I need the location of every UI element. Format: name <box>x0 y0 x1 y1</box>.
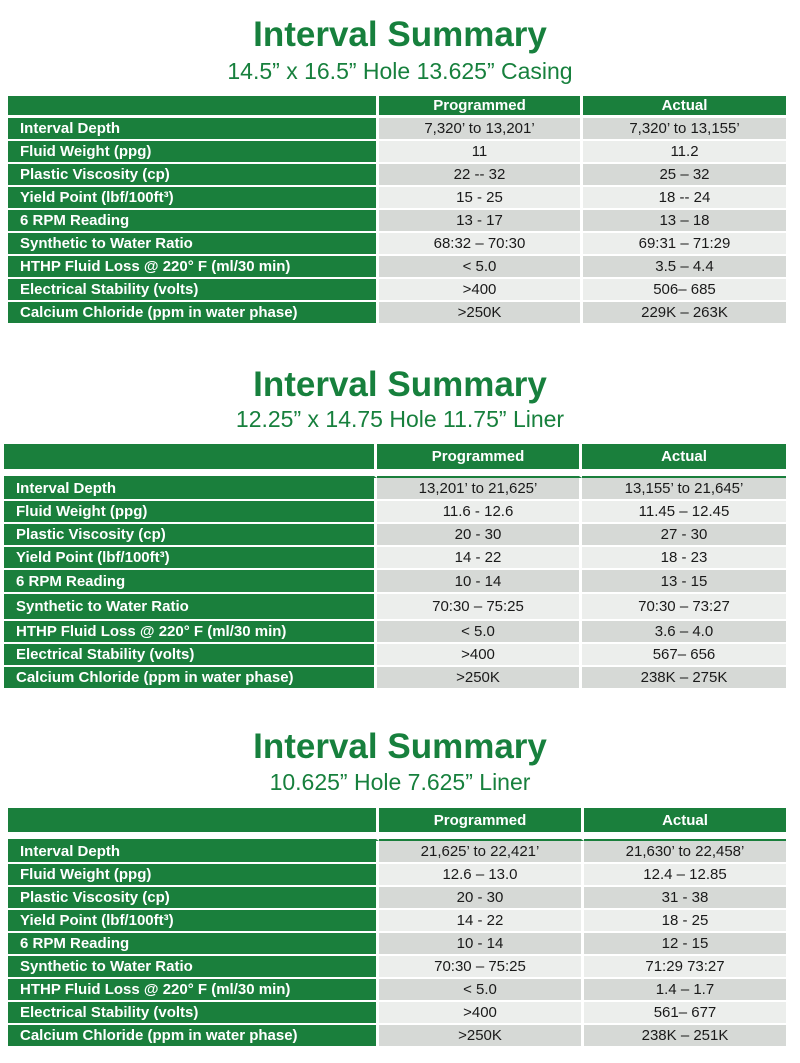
table-row <box>4 594 786 621</box>
programmed-value: 14 - 22 <box>377 547 582 570</box>
row-label: Synthetic to Water Ratio <box>8 233 379 256</box>
programmed-value: 70:30 – 75:25 <box>377 594 582 621</box>
actual-value: 70:30 – 73:27 <box>582 594 786 621</box>
row-label: Electrical Stability (volts) <box>8 279 379 302</box>
actual-value: 31 - 38 <box>584 887 786 910</box>
row-label: 6 RPM Reading <box>4 570 377 594</box>
section-subtitle: 12.25” x 14.75 Hole 11.75” Liner <box>235 406 565 432</box>
row-label: Yield Point (lbf/100ft³) <box>4 547 377 570</box>
row-label: Yield Point (lbf/100ft³) <box>8 187 379 210</box>
table-row <box>8 302 786 325</box>
actual-value: 229K – 263K <box>583 302 786 325</box>
actual-value: 3.5 – 4.4 <box>583 256 786 279</box>
header-programmed: Programmed <box>377 444 582 472</box>
row-label: Plastic Viscosity (cp) <box>8 887 379 910</box>
programmed-value: 13,201’ to 21,625’ <box>377 478 582 501</box>
programmed-value: >400 <box>379 1002 584 1025</box>
table-row <box>8 141 786 164</box>
section-title: Interval Summary <box>253 15 547 54</box>
row-label: Fluid Weight (ppg) <box>8 864 379 887</box>
row-label: Fluid Weight (ppg) <box>4 501 377 524</box>
programmed-value: 68:32 – 70:30 <box>379 233 583 256</box>
actual-value: 11.2 <box>583 141 786 164</box>
table-row <box>4 478 786 501</box>
table-row <box>8 1025 786 1048</box>
table-row <box>8 841 786 864</box>
header-blank <box>8 808 379 835</box>
header-programmed: Programmed <box>379 808 584 835</box>
programmed-value: 20 - 30 <box>379 887 584 910</box>
actual-value: 12 - 15 <box>584 933 786 956</box>
row-label: Yield Point (lbf/100ft³) <box>8 910 379 933</box>
actual-value: 1.4 – 1.7 <box>584 979 786 1002</box>
programmed-value: 11.6 - 12.6 <box>377 501 582 524</box>
actual-value: 3.6 – 4.0 <box>582 621 786 644</box>
header-blank <box>4 444 377 472</box>
programmed-value: >250K <box>379 1025 584 1048</box>
table-row <box>8 164 786 187</box>
actual-value: 71:29 73:27 <box>584 956 786 979</box>
programmed-value: >400 <box>379 279 583 302</box>
table-row <box>4 570 786 594</box>
actual-value: 13,155’ to 21,645’ <box>582 478 786 501</box>
programmed-value: < 5.0 <box>377 621 582 644</box>
programmed-value: 10 - 14 <box>379 933 584 956</box>
summary-table <box>8 808 786 1048</box>
row-label: Interval Depth <box>4 478 377 501</box>
actual-value: 238K – 251K <box>584 1025 786 1048</box>
summary-table <box>4 444 786 690</box>
row-label: HTHP Fluid Loss @ 220° F (ml/30 min) <box>8 979 379 1002</box>
table-row <box>8 210 786 233</box>
table-row <box>4 501 786 524</box>
table-row <box>8 933 786 956</box>
programmed-value: 14 - 22 <box>379 910 584 933</box>
programmed-value: >250K <box>379 302 583 325</box>
table-row <box>8 956 786 979</box>
table-row <box>4 644 786 667</box>
section-subtitle: 10.625” Hole 7.625” Liner <box>269 769 531 795</box>
header-programmed: Programmed <box>379 96 583 118</box>
table-row <box>4 621 786 644</box>
table-row <box>8 279 786 302</box>
actual-value: 18 -- 24 <box>583 187 786 210</box>
header-blank <box>8 96 379 118</box>
actual-value: 11.45 – 12.45 <box>582 501 786 524</box>
row-label: Interval Depth <box>8 841 379 864</box>
row-label: HTHP Fluid Loss @ 220° F (ml/30 min) <box>8 256 379 279</box>
row-label: Plastic Viscosity (cp) <box>8 164 379 187</box>
row-label: Fluid Weight (ppg) <box>8 141 379 164</box>
actual-value: 18 - 25 <box>584 910 786 933</box>
programmed-value: 20 - 30 <box>377 524 582 547</box>
actual-value: 69:31 – 71:29 <box>583 233 786 256</box>
actual-value: 7,320’ to 13,155’ <box>583 118 786 141</box>
actual-value: 25 – 32 <box>583 164 786 187</box>
row-label: Plastic Viscosity (cp) <box>4 524 377 547</box>
actual-value: 21,630’ to 22,458’ <box>584 841 786 864</box>
programmed-value: 12.6 – 13.0 <box>379 864 584 887</box>
row-label: Synthetic to Water Ratio <box>8 956 379 979</box>
table-row <box>8 187 786 210</box>
row-label: Electrical Stability (volts) <box>4 644 377 667</box>
row-label: HTHP Fluid Loss @ 220° F (ml/30 min) <box>4 621 377 644</box>
row-label: Interval Depth <box>8 118 379 141</box>
header-actual: Actual <box>584 808 786 835</box>
programmed-value: >400 <box>377 644 582 667</box>
table-row <box>8 979 786 1002</box>
row-label: Calcium Chloride (ppm in water phase) <box>8 1025 379 1048</box>
programmed-value: 7,320’ to 13,201’ <box>379 118 583 141</box>
actual-value: 13 - 15 <box>582 570 786 594</box>
programmed-value: 10 - 14 <box>377 570 582 594</box>
table-row <box>8 1002 786 1025</box>
row-label: Calcium Chloride (ppm in water phase) <box>4 667 377 690</box>
section-subtitle: 14.5” x 16.5” Hole 13.625” Casing <box>227 58 573 84</box>
table-row <box>8 887 786 910</box>
programmed-value: 22 -- 32 <box>379 164 583 187</box>
programmed-value: < 5.0 <box>379 256 583 279</box>
section-title: Interval Summary <box>253 365 547 404</box>
table-row <box>8 118 786 141</box>
summary-table <box>8 96 786 325</box>
table-row <box>8 910 786 933</box>
actual-value: 506– 685 <box>583 279 786 302</box>
row-label: Synthetic to Water Ratio <box>4 594 377 621</box>
table-row <box>4 667 786 690</box>
table-row <box>8 256 786 279</box>
row-label: Electrical Stability (volts) <box>8 1002 379 1025</box>
row-label: 6 RPM Reading <box>8 210 379 233</box>
programmed-value: 15 - 25 <box>379 187 583 210</box>
table-row <box>4 524 786 547</box>
header-actual: Actual <box>583 96 786 118</box>
row-label: Calcium Chloride (ppm in water phase) <box>8 302 379 325</box>
programmed-value: 13 - 17 <box>379 210 583 233</box>
actual-value: 18 - 23 <box>582 547 786 570</box>
header-actual: Actual <box>582 444 786 472</box>
section-title: Interval Summary <box>253 727 547 766</box>
programmed-value: 21,625’ to 22,421’ <box>379 841 584 864</box>
table-row <box>8 233 786 256</box>
table-row <box>8 864 786 887</box>
programmed-value: >250K <box>377 667 582 690</box>
programmed-value: < 5.0 <box>379 979 584 1002</box>
row-label: 6 RPM Reading <box>8 933 379 956</box>
programmed-value: 11 <box>379 141 583 164</box>
actual-value: 12.4 – 12.85 <box>584 864 786 887</box>
table-row <box>4 547 786 570</box>
programmed-value: 70:30 – 75:25 <box>379 956 584 979</box>
actual-value: 238K – 275K <box>582 667 786 690</box>
actual-value: 13 – 18 <box>583 210 786 233</box>
actual-value: 567– 656 <box>582 644 786 667</box>
actual-value: 27 - 30 <box>582 524 786 547</box>
actual-value: 561– 677 <box>584 1002 786 1025</box>
